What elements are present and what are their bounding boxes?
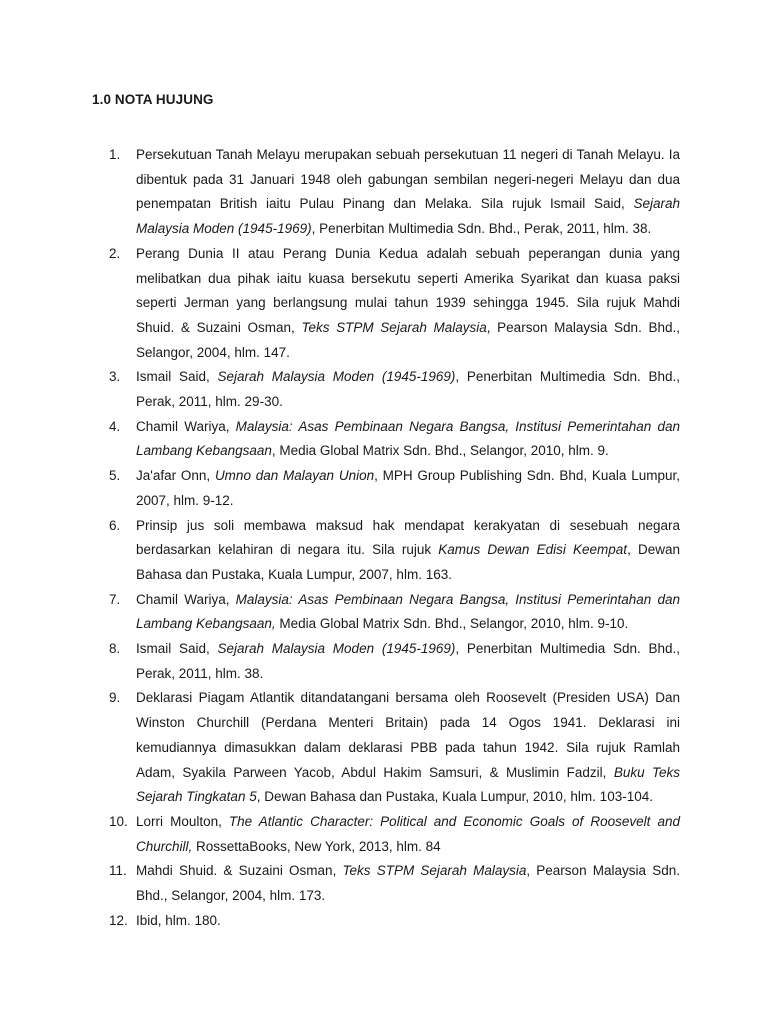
endnote-number: 9. bbox=[109, 690, 121, 706]
endnote-number: 8. bbox=[109, 641, 121, 657]
endnote-text bbox=[136, 863, 680, 903]
endnote-item bbox=[92, 514, 680, 588]
endnote-item bbox=[92, 637, 680, 686]
endnote-title-italic: Buku Teks Sejarah Tingkatan 5 bbox=[136, 764, 680, 805]
endnote-number: 3. bbox=[109, 369, 121, 385]
endnote-text bbox=[136, 641, 680, 681]
endnote-title-italic: Teks STPM Sejarah Malaysia bbox=[301, 319, 487, 335]
endnote-text bbox=[136, 518, 680, 582]
endnote-text-segment: , Penerbitan Multimedia Sdn. Bhd., Perak, 2011, hlm. 38. bbox=[136, 641, 680, 681]
endnote-text-segment: Ismail Said, bbox=[136, 641, 218, 657]
endnote-text-segment: Perang Dunia II atau Perang Dunia Kedua adalah sebuah peperangan dunia yang melibatkan dua pihak iaitu kuasa bersekutu seperti Amerika Syarikat dan kuasa paksi seperti Jerman yang berlangsung mulai tahun 1939 sehingga 1945. Sila rujuk Mahdi Shuid. & Suzaini Osman, bbox=[136, 245, 680, 335]
endnote-title-italic: Sejarah Malaysia Moden (1945-1969) bbox=[217, 369, 456, 385]
endnote-text bbox=[136, 246, 680, 360]
endnote-number: 12. bbox=[109, 912, 128, 928]
endnote-text-segment: , Dewan Bahasa dan Pustaka, Kuala Lumpur, 2007, hlm. 163. bbox=[136, 542, 680, 582]
endnote-item bbox=[92, 242, 680, 366]
endnote-item bbox=[92, 686, 680, 810]
endnote-text bbox=[136, 468, 680, 508]
endnote-number: 11. bbox=[109, 863, 127, 879]
endnote-text-segment: RossettaBooks, New York, 2013, hlm. 84 bbox=[192, 838, 441, 854]
endnote-title-italic: Malaysia: Asas Pembinaan Negara Bangsa, Institusi Pemerintahan dan Lambang Kebangsaan, bbox=[136, 591, 680, 632]
endnote-text-segment: Lorri Moulton, bbox=[136, 813, 229, 829]
endnote-number: 2. bbox=[109, 245, 121, 261]
endnote-item bbox=[92, 143, 680, 242]
endnote-title-italic: Umno dan Malayan Union bbox=[214, 468, 375, 484]
endnote-text-segment: , Pearson Malaysia Sdn. Bhd., Selangor, 2004, hlm. 147. bbox=[136, 319, 680, 360]
endnote-text-segment: Ismail Said, bbox=[136, 369, 218, 385]
endnote-number: 7. bbox=[109, 591, 121, 607]
endnote-text-segment: Prinsip jus soli membawa maksud hak mendapat kerakyatan di sesebuah negara berdasarkan kelahiran di negara itu. Sila rujuk bbox=[136, 517, 680, 558]
endnote-text-segment: , Pearson Malaysia Sdn. Bhd., Selangor, 2004, hlm. 173. bbox=[136, 863, 680, 904]
endnote-item bbox=[92, 909, 680, 934]
endnote-text bbox=[136, 913, 221, 928]
endnote-text-segment: Persekutuan Tanah Melayu merupakan sebuah persekutuan 11 negeri di Tanah Melayu. Ia dibentuk pada 31 Januari 1948 oleh gabungan sembilan negeri-negeri Melayu dan dua penempatan British iaitu Pulau Pinang dan Melaka. Sila rujuk Ismail Said, bbox=[136, 147, 680, 212]
endnote-text-segment: , Dewan Bahasa dan Pustaka, Kuala Lumpur, 2010, hlm. 103-104. bbox=[256, 789, 653, 805]
endnote-text-segment: Mahdi Shuid. & Suzaini Osman, bbox=[136, 863, 343, 879]
endnote-title-italic: Sejarah Malaysia Moden (1945-1969) bbox=[136, 196, 680, 237]
endnote-text bbox=[136, 690, 680, 804]
endnote-item bbox=[92, 365, 680, 414]
endnote-text-segment: Chamil Wariya, bbox=[136, 591, 236, 607]
endnote-text-segment: Chamil Wariya, bbox=[136, 418, 236, 434]
endnotes-list bbox=[92, 143, 680, 934]
endnote-text-segment: Ja'afar Onn, bbox=[136, 468, 215, 484]
endnote-number: 6. bbox=[109, 517, 121, 533]
endnote-number: 5. bbox=[109, 468, 121, 484]
endnote-text-segment: Ibid, hlm. 180. bbox=[136, 912, 221, 928]
endnote-text bbox=[136, 147, 680, 236]
endnote-text bbox=[136, 814, 680, 854]
endnote-text-segment: Deklarasi Piagam Atlantik ditandatangani bersama oleh Roosevelt (Presiden USA) Dan Winston Churchill (Perdana Menteri Britain) pada 14 Ogos 1941. Deklarasi ini kemudiannya dimasukkan dalam deklarasi PBB pada tahun 1942. Sila rujuk Ramlah Adam, Syakila Parween Yacob, Abdul Hakim Samsuri, & Muslimin Fadzil, bbox=[136, 690, 680, 780]
endnote-item bbox=[92, 588, 680, 637]
endnote-number: 4. bbox=[109, 418, 121, 434]
endnote-title-italic: Sejarah Malaysia Moden (1945-1969) bbox=[217, 641, 456, 657]
endnote-item bbox=[92, 859, 680, 908]
section-heading: 1.0 NOTA HUJUNG bbox=[92, 92, 214, 107]
endnote-title-italic: The Atlantic Character: Political and Economic Goals of Roosevelt and Churchill, bbox=[136, 813, 680, 854]
endnote-text-segment: , MPH Group Publishing Sdn. Bhd, Kuala Lumpur, 2007, hlm. 9-12. bbox=[136, 468, 681, 508]
endnote-text bbox=[136, 592, 680, 632]
endnote-title-italic: Teks STPM Sejarah Malaysia bbox=[342, 863, 527, 879]
endnote-item bbox=[92, 415, 680, 464]
endnote-text-segment: , Penerbitan Multimedia Sdn. Bhd., Perak, 2011, hlm. 38. bbox=[311, 221, 652, 237]
endnote-title-italic: Kamus Dewan Edisi Keempat bbox=[438, 542, 628, 558]
endnote-text-segment: Media Global Matrix Sdn. Bhd., Selangor, 2010, hlm. 9-10. bbox=[275, 616, 629, 632]
endnote-item bbox=[92, 464, 680, 513]
endnote-text-segment: , Penerbitan Multimedia Sdn. Bhd., Perak, 2011, hlm. 29-30. bbox=[136, 369, 680, 410]
endnote-number: 1. bbox=[109, 147, 121, 162]
endnote-text-segment: , Media Global Matrix Sdn. Bhd., Selangor, 2010, hlm. 9. bbox=[271, 443, 609, 459]
endnote-text bbox=[136, 419, 680, 459]
endnote-number: 10. bbox=[109, 813, 128, 829]
endnote-text bbox=[136, 369, 680, 409]
endnote-title-italic: Malaysia: Asas Pembinaan Negara Bangsa, Institusi Pemerintahan dan Lambang Kebangsaan bbox=[136, 418, 680, 459]
endnote-item bbox=[92, 810, 680, 859]
